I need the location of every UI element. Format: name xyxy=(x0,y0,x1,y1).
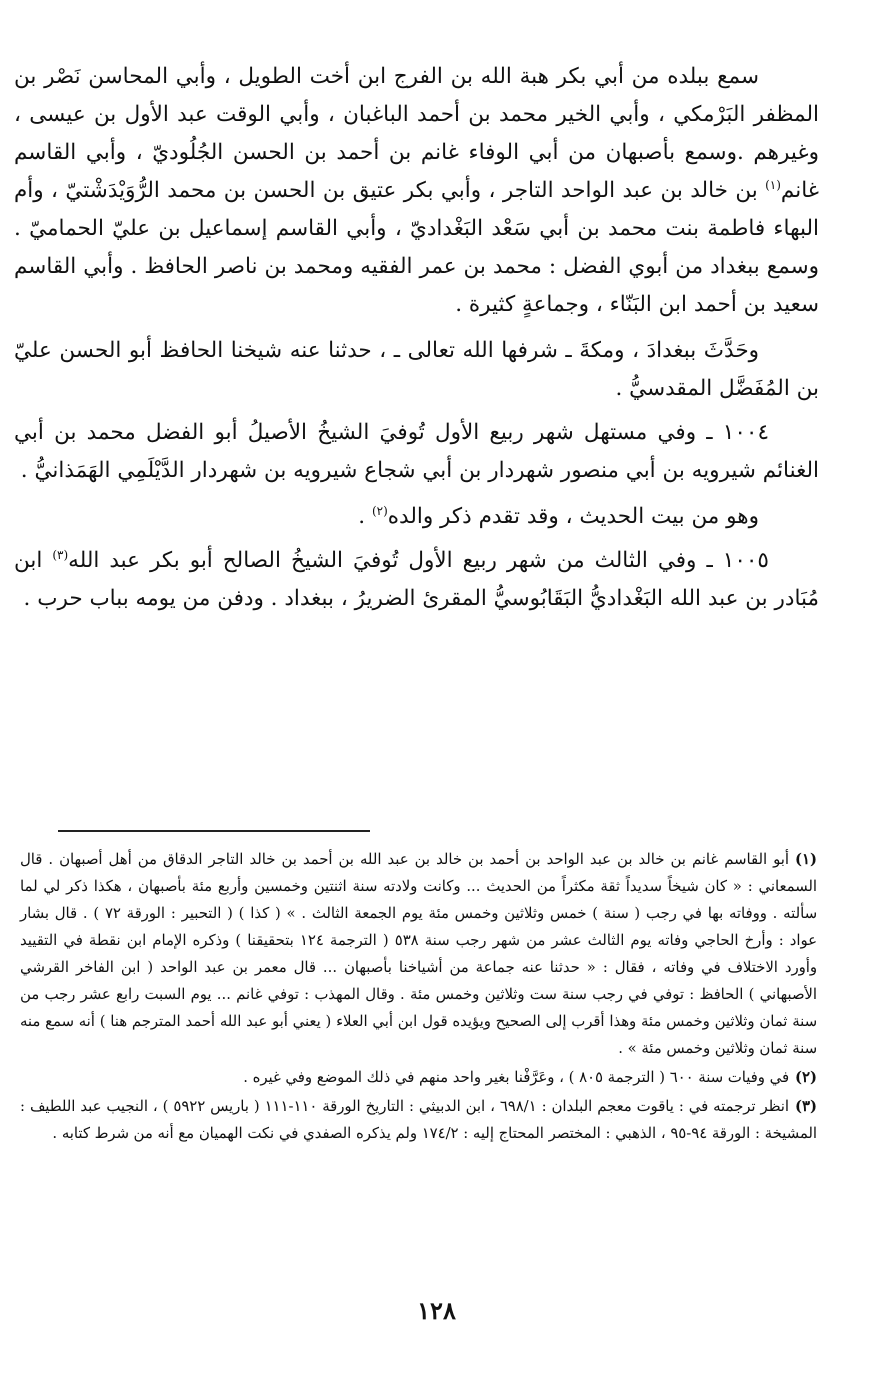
footnote-number: (١) xyxy=(795,851,817,868)
paragraph-biography xyxy=(14,58,819,324)
footnote-text: أبو القاسم غانم بن خالد بن عبد الواحد بن أحمد بن خالد بن عبد الله بن أحمد بن خالد التاجر الدقاق من أهل أصبهان . قال السمعاني : « كان شيخاً سديداً ثقة مكثراً من الحديث ... وكانت ولادته سنة اثنتين وخمسين وأربع مئة بأصبهان ، هكذا ذكر لي لما سألته . ووفاته بها في رجب ( سنة ) خمس وثلاثين وخمس مئة يوم الجمعة الثالث . » ( كذا ) ( التحبير : الورقة ٧٢ ) . قال بشار عواد : وأرخ الحاجي وفاته يوم الثالث عشر من شهر رجب سنة ٥٣٨ ( الترجمة ١٢٤ بتحقيقنا ) وذكره الإمام ابن نقطة في التقييد وأورد الاختلاف في وفاته ، فقال : « حدثنا عنه جماعة من أشياخنا بأصبهان ... قال معمر بن عبد الواحد ( ابن الفاخر القرشي الأصبهاني ) الحافظ : توفي في رجب سنة ست وثلاثين وخمس مئة . وقال المهذب : توفي غانم ... يوم السبت رابع عشر رجب من سنة ثمان وثلاثين وخمس مئة وهذا أقرب إلى الصحيح ويؤيده قول ابن أبي العلاء ( يعني أبو عبد الله أحمد المترجم هنا ) أنه سمع منه سنة ثمان وثلاثين وخمس مئة » . xyxy=(20,851,817,1057)
footnote-3 xyxy=(20,1093,817,1147)
footnote-number: (٢) xyxy=(795,1069,817,1086)
paragraph-family xyxy=(14,498,819,536)
entry-1005 xyxy=(14,542,819,618)
footnote-text: في وفيات سنة ٦٠٠ ( الترجمة ٨٠٥ ) ، وعَرَّفْنا بغير واحد منهم في ذلك الموضع وفي غيره . xyxy=(243,1069,790,1086)
footnote-number: (٣) xyxy=(795,1098,818,1115)
paragraph-text: ١٠٠٥ ـ وفي الثالث من شهر ربيع الأول تُوفيَ الشيخُ الصالح أبو بكر عبد الله xyxy=(68,548,769,573)
page-number: ١٢٨ xyxy=(417,1296,456,1325)
main-text xyxy=(14,58,819,618)
footnote-ref-1[interactable]: (١) xyxy=(765,177,781,192)
paragraph-narration: وحَدَّثَ ببغدادَ ، ومكةَ ـ شرفها الله تعالى ـ ، حدثنا عنه شيخنا الحافظ أبو الحسن عليّ بن المُفَضَّل المقدسيُّ . xyxy=(14,338,819,401)
footnote-ref-3[interactable]: (٣) xyxy=(52,547,69,562)
paragraph-text-cont: بن خالد بن عبد الواحد التاجر ، وأبي بكر عتيق بن الحسن بن محمد الرُّوَيْدَشْتيّ ، وأم البهاء فاطمة بنت محمد بن أبي سَعْد البَغْداديّ ، وأبي القاسم إسماعيل بن عليّ الحماميّ . وسمع ببغداد من أبوي الفضل : محمد بن عمر الفقيه ومحمد بن ناصر الحافظ . وأبي القاسم سعيد بن أحمد ابن البَنّاء ، وجماعةٍ كثيرة . xyxy=(14,178,819,317)
paragraph-text: وهو من بيت الحديث ، وقد تقدم ذكر والده xyxy=(387,504,759,529)
footnote-text: انظر ترجمته في : ياقوت معجم البلدان : ٦٩٨/١ ، ابن الدبيثي : التاريخ الورقة ١١٠-١١١ ( باريس ٥٩٢٢ ) ، النجيب عبد اللطيف : المشيخة : الورقة ٩٤-٩٥ ، الذهبي : المختصر المحتاج إليه : ١٧٤/٢ ولم يذكره الصفدي في نكت الهميان مع أنه من شرط كتابه . xyxy=(20,1098,817,1142)
footnote-1 xyxy=(20,846,817,1062)
footnote-divider xyxy=(58,830,370,832)
footnote-2 xyxy=(20,1064,817,1091)
footnote-ref-2[interactable]: (٢) xyxy=(371,503,388,518)
entry-1004: ١٠٠٤ ـ وفي مستهل شهر ربيع الأول تُوفيَ الشيخُ الأصيلُ أبو الفضل محمد بن أبي الغنائم شيرويه بن أبي منصور شهردار بن أبي شجاع شيرويه بن شهردار الدَّيْلَمِي الهَمَذانيُّ . xyxy=(14,420,819,483)
paragraph-text-cont: ابن مُبَادر بن عبد الله البَغْداديُّ البَقَابُوسيُّ المقرئ الضريرُ ، ببغداد . ودفن من يومه بباب حرب . xyxy=(14,548,819,611)
footnotes xyxy=(20,846,817,1149)
paragraph-end: . xyxy=(358,504,372,529)
paragraph-text: سمع ببلده من أبي بكر هبة الله بن الفرج ابن أخت الطويل ، وأبي المحاسن نَصْر بن المظفر البَرْمكي ، وأبي الخير محمد بن أحمد الباغبان ، وأبي الوقت عبد الأول بن عيسى ، وغيرهم .وسمع بأصبهان من أبي الوفاء غانم بن أحمد بن الحسن الجُلُوديّ ، وأبي القاسم غانم xyxy=(14,64,819,203)
